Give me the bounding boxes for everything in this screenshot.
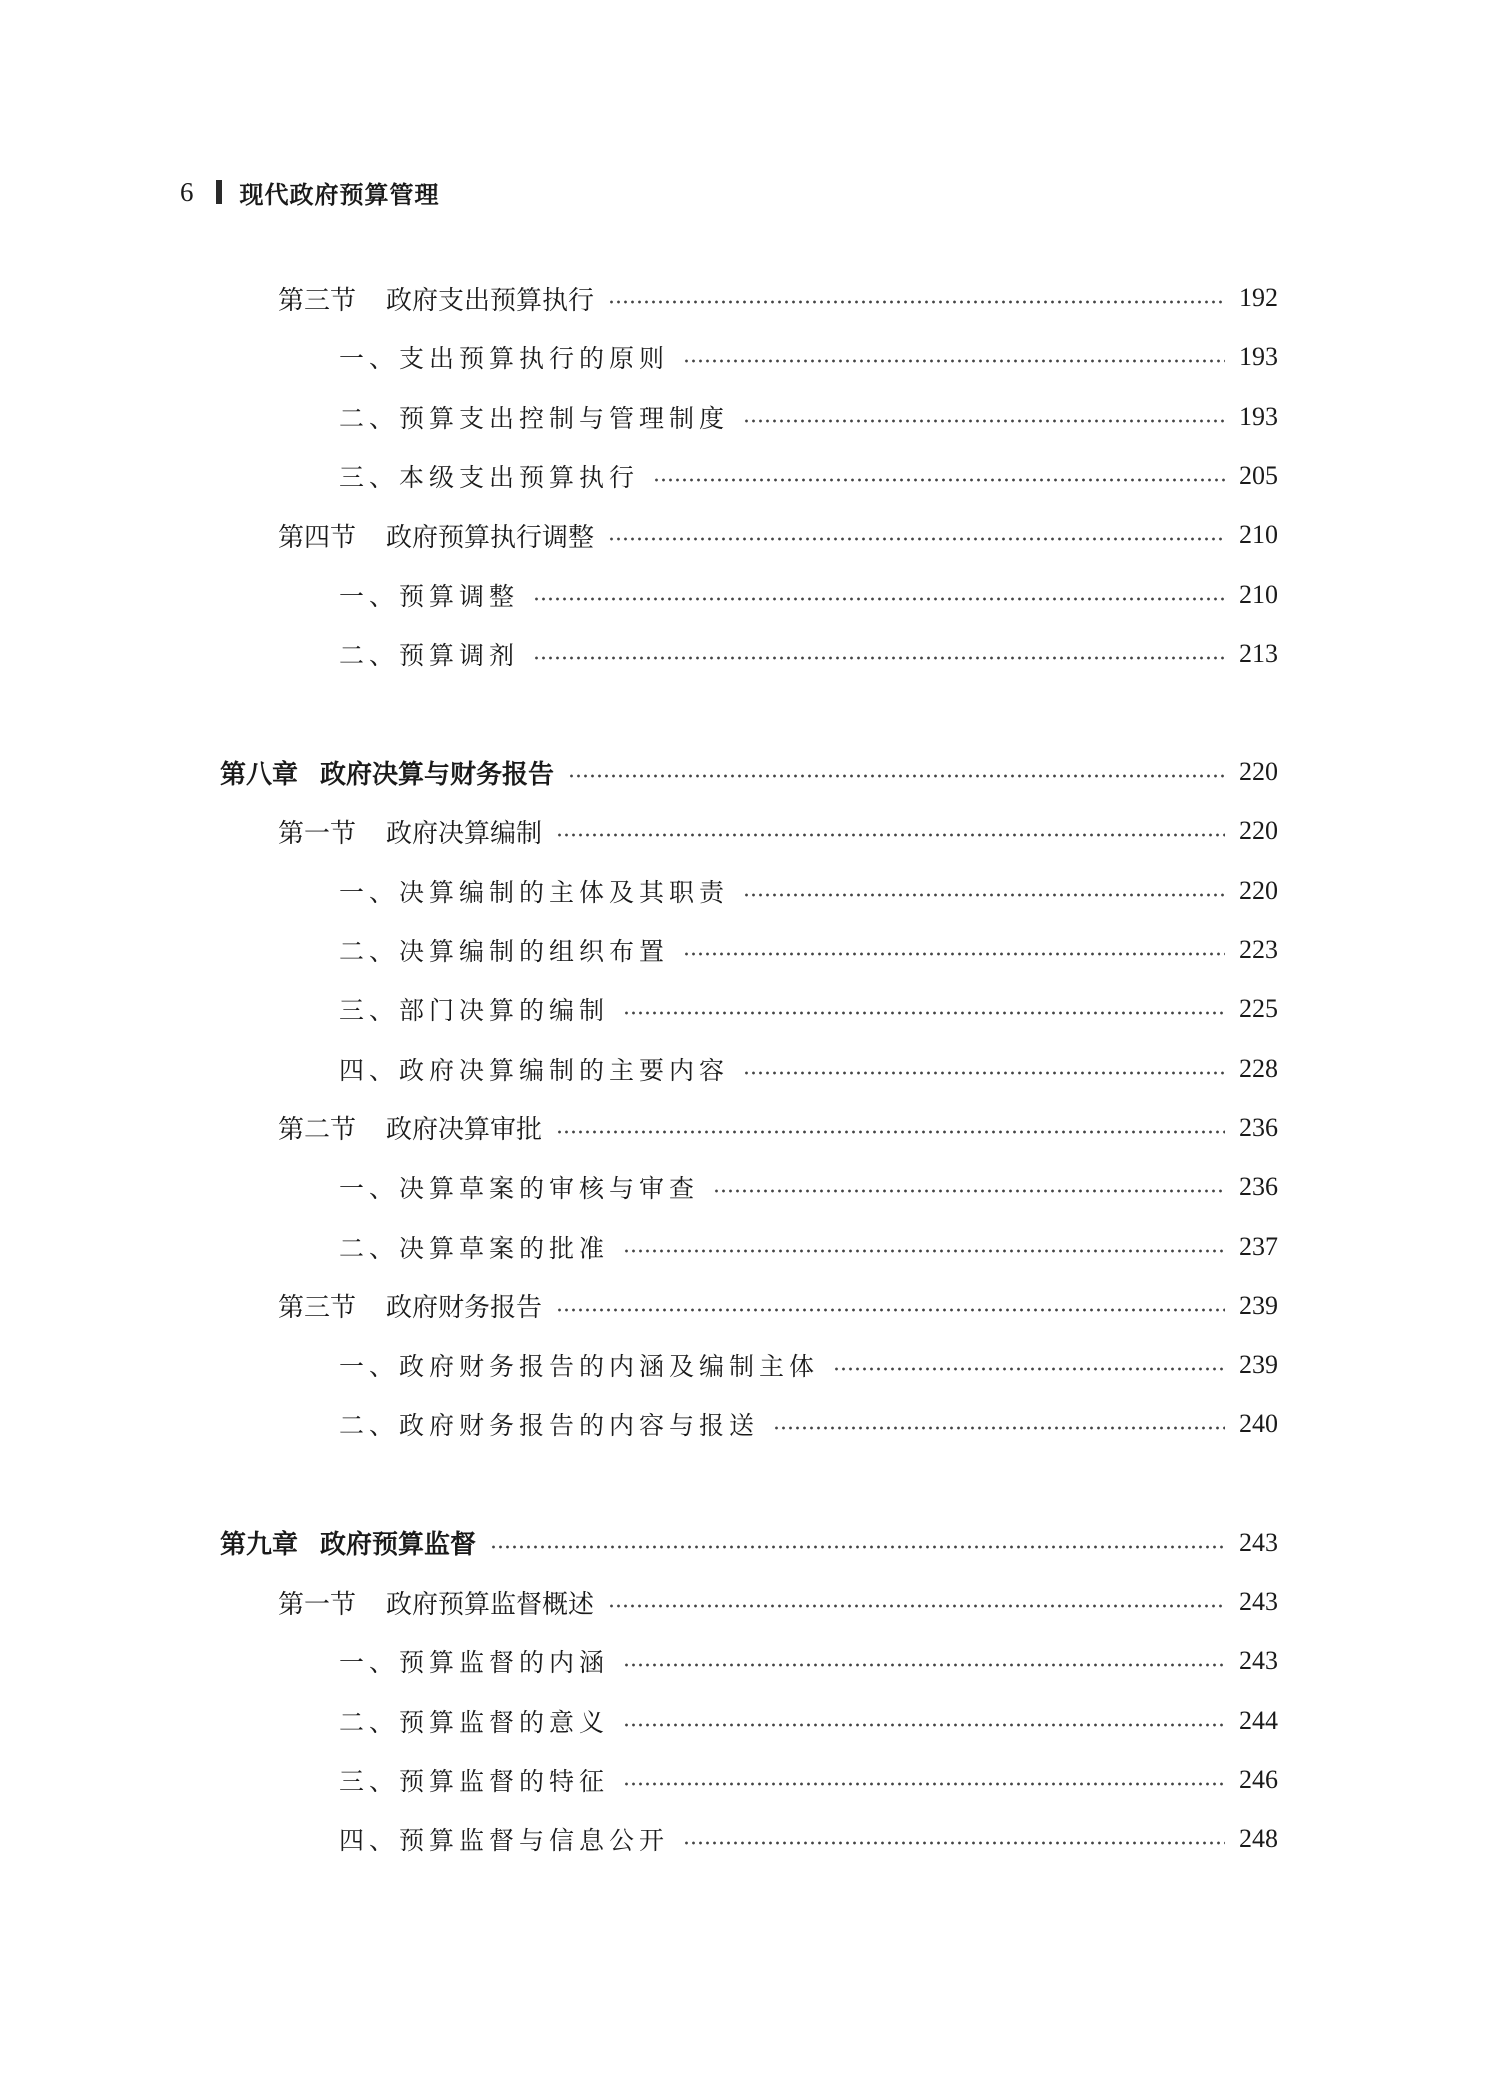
dot-leader (623, 1249, 1225, 1253)
toc-section-number: 第三节 (278, 285, 357, 316)
toc-item-label (339, 1169, 699, 1205)
toc-page-number: 220 (1239, 816, 1278, 846)
toc-section-label (278, 1109, 542, 1146)
toc-item-label (339, 1703, 609, 1739)
toc-item-title: 四、预算监督与信息公开 (339, 1826, 670, 1856)
dot-leader (533, 656, 1225, 660)
toc-page-number: 210 (1239, 579, 1278, 609)
toc-page-number: 246 (1239, 1764, 1278, 1794)
toc-item-label (339, 991, 609, 1027)
toc-item-title: 一、支出预算执行的原则 (339, 344, 670, 374)
toc-item-entry[interactable] (339, 867, 1278, 915)
toc-chapter-label (220, 1524, 476, 1561)
dot-leader (490, 1545, 1225, 1549)
dot-leader (623, 1663, 1225, 1667)
toc-section-title: 政府决算编制 (386, 818, 543, 849)
toc-item-entry[interactable] (339, 571, 1278, 619)
dot-leader (653, 478, 1225, 482)
toc-item-title: 一、决算草案的审核与审查 (339, 1174, 700, 1204)
toc-page-number: 239 (1239, 1290, 1278, 1320)
toc-page-number: 220 (1239, 875, 1278, 905)
toc-item-label (339, 932, 669, 968)
toc-item-title: 三、本级支出预算执行 (339, 462, 640, 492)
toc-item-entry[interactable] (339, 1697, 1278, 1745)
toc-page-number: 239 (1239, 1350, 1278, 1380)
toc-section-label (278, 1584, 594, 1621)
toc-section-label (278, 1287, 542, 1324)
toc-item-title: 一、预算监督的内涵 (339, 1648, 610, 1678)
toc-item-label (339, 339, 669, 375)
toc-page-number: 223 (1239, 935, 1278, 964)
toc-section-label (278, 813, 542, 850)
toc-chapter-number: 第九章 (220, 1530, 299, 1561)
toc-item-title: 三、预算监督的特征 (339, 1766, 610, 1796)
book-title: 现代政府预算管理 (239, 180, 440, 209)
toc-chapter-entry[interactable] (220, 748, 1278, 796)
dot-leader (683, 359, 1225, 363)
toc-page-number: 228 (1239, 1053, 1278, 1083)
toc-page-number: 236 (1239, 1172, 1278, 1202)
toc-item-title: 三、部门决算的编制 (339, 996, 610, 1026)
dot-leader (743, 893, 1225, 897)
toc-page-number: 193 (1239, 342, 1278, 372)
dot-leader (608, 1604, 1225, 1608)
dot-leader (623, 1782, 1225, 1786)
toc-item-title: 一、决算编制的主体及其职责 (339, 877, 730, 907)
toc-section-title: 政府支出预算执行 (386, 285, 595, 316)
toc-page-number: 213 (1239, 638, 1278, 668)
running-header (180, 174, 440, 210)
dot-leader (556, 1130, 1225, 1134)
toc-page-number: 248 (1239, 1824, 1278, 1854)
toc-item-title: 二、政府财务报告的内容与报送 (339, 1411, 760, 1441)
toc-item-entry[interactable] (339, 1341, 1278, 1389)
toc-item-entry[interactable] (339, 1400, 1278, 1448)
toc-section-number: 第一节 (278, 818, 357, 849)
dot-leader (833, 1367, 1225, 1371)
toc-page-number: 192 (1239, 283, 1278, 312)
toc-item-entry[interactable] (339, 1223, 1278, 1271)
toc-item-entry[interactable] (339, 985, 1278, 1033)
toc-item-label (339, 1347, 819, 1383)
dot-leader (608, 300, 1225, 304)
toc-item-label (339, 1406, 759, 1442)
dot-leader (556, 833, 1225, 837)
toc-item-title: 二、预算监督的意义 (339, 1707, 610, 1737)
dot-leader (623, 1011, 1225, 1015)
toc-section-title: 政府预算监督概述 (386, 1589, 595, 1620)
toc-item-title: 一、预算调整 (339, 581, 520, 611)
toc-item-title: 二、预算支出控制与管理制度 (339, 403, 730, 433)
toc-item-entry[interactable] (339, 1756, 1278, 1804)
toc-section-entry[interactable] (278, 511, 1278, 559)
toc-item-label (339, 577, 519, 613)
toc-section-label (278, 517, 594, 554)
dot-leader (556, 1308, 1225, 1312)
toc-page-number: 243 (1239, 1527, 1278, 1557)
toc-section-entry[interactable] (278, 1578, 1278, 1626)
dot-leader (683, 952, 1225, 956)
dot-leader (743, 1071, 1225, 1075)
toc-item-title: 二、预算调剂 (339, 640, 520, 670)
dot-leader (683, 1841, 1225, 1845)
toc-item-title: 二、决算编制的组织布置 (339, 937, 670, 966)
dot-leader (533, 597, 1225, 601)
toc-section-number: 第四节 (278, 522, 357, 553)
dot-leader (743, 419, 1225, 423)
toc-item-entry[interactable] (339, 630, 1278, 678)
toc-item-label (339, 873, 729, 909)
toc-section-title: 政府预算执行调整 (386, 522, 595, 553)
toc-item-label (339, 1051, 729, 1087)
dot-leader (623, 1723, 1225, 1727)
toc-page-number: 240 (1239, 1409, 1278, 1439)
toc-page-number: 205 (1239, 460, 1278, 490)
toc-chapter-number: 第八章 (220, 759, 299, 790)
toc-item-entry[interactable] (339, 1637, 1278, 1685)
toc-item-label (339, 399, 729, 435)
toc-item-label (339, 636, 519, 672)
toc-page-number: 210 (1239, 520, 1278, 550)
toc-section-number: 第二节 (278, 1115, 357, 1146)
toc-item-label (339, 458, 639, 494)
toc-page-number: 220 (1239, 757, 1278, 787)
toc-item-label (339, 1229, 609, 1265)
dot-leader (713, 1189, 1225, 1193)
toc-item-entry[interactable] (339, 1045, 1278, 1093)
toc-item-label (339, 1762, 609, 1798)
toc-chapter-title: 政府预算监督 (320, 1530, 477, 1561)
toc-item-label (339, 1821, 669, 1857)
toc-page-number: 237 (1239, 1231, 1278, 1261)
toc-page-number: 236 (1239, 1112, 1278, 1142)
toc-section-number: 第三节 (278, 1293, 357, 1324)
toc-section-title: 政府财务报告 (386, 1293, 543, 1324)
dot-leader (608, 537, 1225, 541)
toc-chapter-title: 政府决算与财务报告 (320, 759, 555, 790)
header-divider (216, 180, 222, 204)
toc-item-label (339, 1643, 609, 1679)
page-number: 6 (180, 176, 194, 207)
toc-chapter-entry[interactable] (220, 1519, 1278, 1567)
toc-chapter-label (220, 754, 554, 791)
toc-section-entry[interactable] (278, 1104, 1278, 1152)
toc-item-entry[interactable] (339, 1163, 1278, 1211)
dot-leader (773, 1426, 1225, 1430)
toc-page-number: 225 (1239, 994, 1278, 1024)
toc-section-label (278, 280, 594, 317)
toc-item-title: 二、决算草案的批准 (339, 1233, 610, 1263)
toc-section-number: 第一节 (278, 1589, 357, 1620)
toc-item-title: 一、政府财务报告的内涵及编制主体 (339, 1352, 820, 1382)
toc-item-entry[interactable] (339, 1815, 1278, 1863)
dot-leader (568, 774, 1225, 778)
toc-section-entry[interactable] (278, 274, 1278, 322)
toc-item-entry[interactable] (339, 393, 1278, 441)
toc-item-entry[interactable] (339, 926, 1278, 974)
toc-item-title: 四、政府决算编制的主要内容 (339, 1055, 730, 1085)
toc-item-entry[interactable] (339, 452, 1278, 500)
toc-page-number: 243 (1239, 1646, 1278, 1676)
toc-page-number: 243 (1239, 1587, 1278, 1616)
toc-section-title: 政府决算审批 (386, 1115, 543, 1146)
toc-item-entry[interactable] (339, 333, 1278, 381)
toc-section-entry[interactable] (278, 807, 1278, 855)
toc-page-number: 193 (1239, 401, 1278, 431)
toc-section-entry[interactable] (278, 1282, 1278, 1330)
toc-page-number: 244 (1239, 1705, 1278, 1735)
